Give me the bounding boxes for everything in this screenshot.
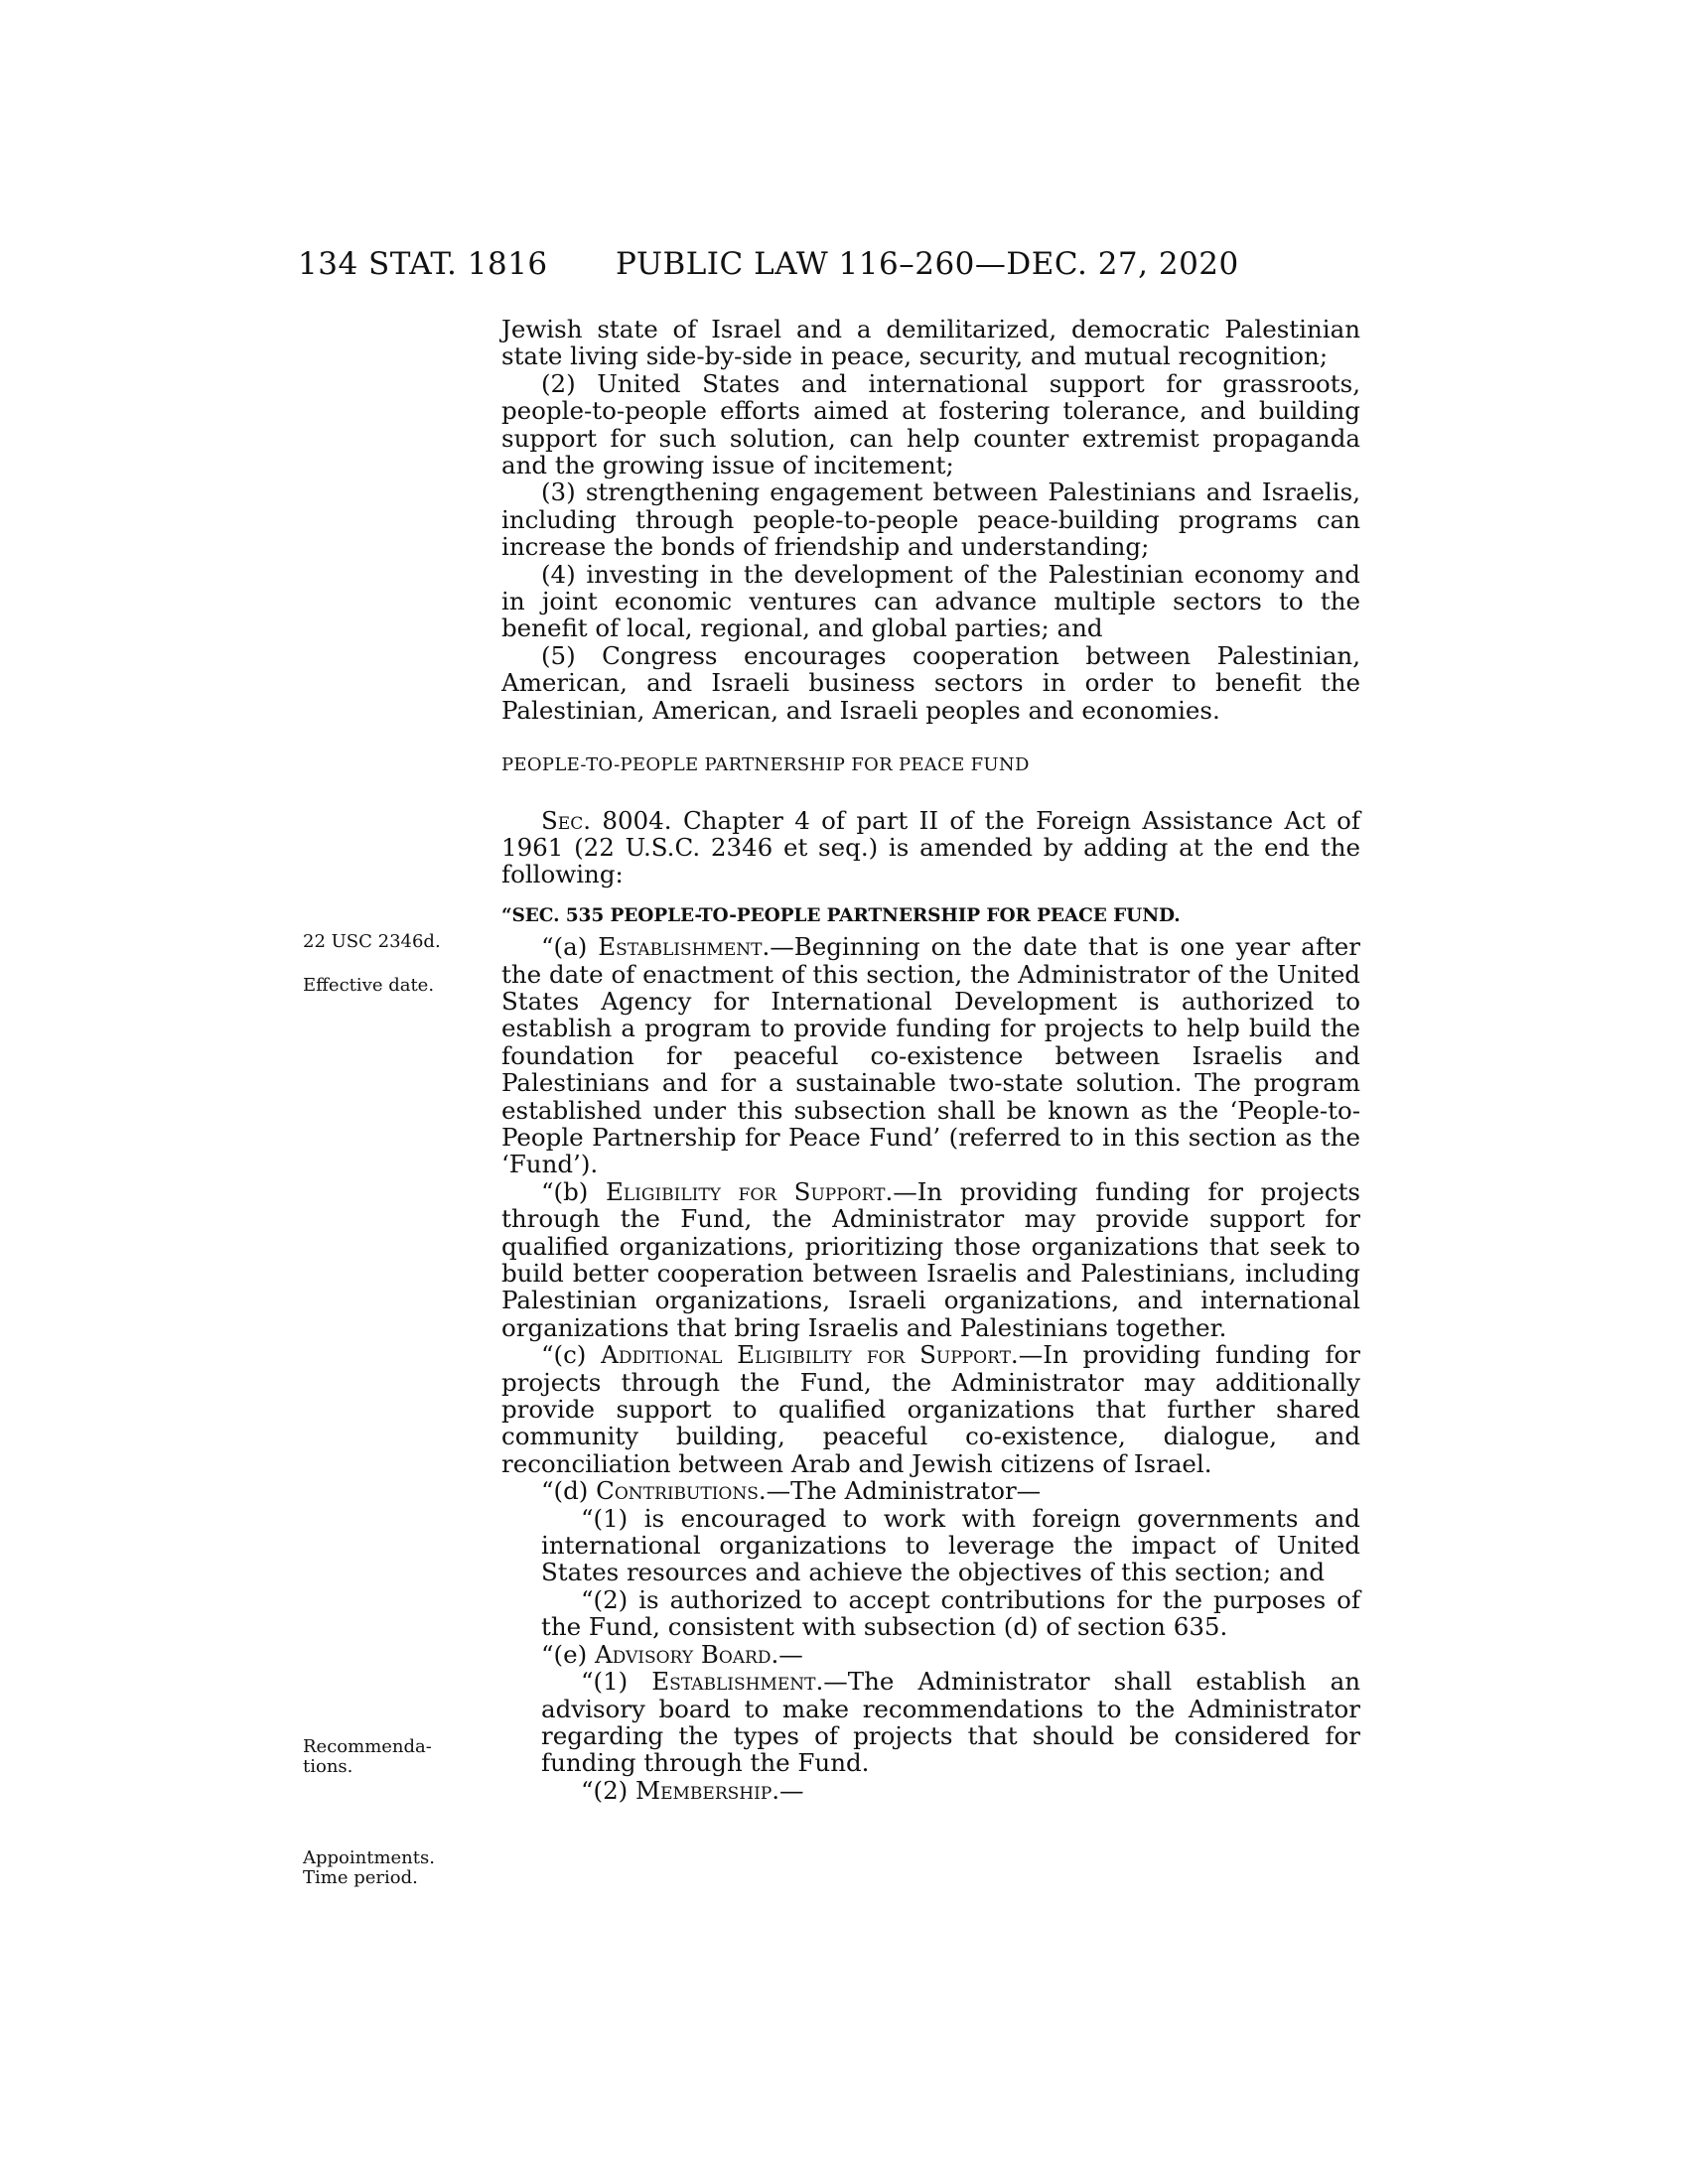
subsection-e-2-prefix: “(2) [581, 1775, 636, 1805]
subsection-e-2-text: .— [772, 1775, 804, 1805]
subsection-d [501, 1477, 1360, 1504]
document-body [501, 316, 1360, 1804]
margin-note-recommendations [303, 1737, 452, 1777]
margin-note-recommendations-line1: Recommenda- [303, 1736, 432, 1757]
subsection-c-text: .—In providing funding for projects through the Fund, the Administrator may additionally provide support to qualified organizations that further shared community building, peaceful co-existence, dialogue, and reconciliation between Arab and Jewish citizens of Israel. [501, 1340, 1360, 1478]
subsection-b-text: .—In providing funding for projects through the Fund, the Administrator may provide support for qualified organizations, prioritizing those organizations that seek to build better cooperation between Israelis and Palestinians, including Palestinian organizations, Israeli organizations, and international organizations that bring Israelis and Palestinians together. [501, 1176, 1360, 1342]
margin-note-effective-date: Effective date. [303, 975, 435, 996]
subsection-c [501, 1341, 1360, 1477]
margin-note-time-period: Time period. [303, 1867, 418, 1888]
finding-4: (4) investing in the development of the Palestinian economy and in joint economic ventures can advance multiple sectors to the benefit of local, regional, and global parties; and [501, 559, 1360, 643]
section-title: PEOPLE-TO-PEOPLE PARTNERSHIP FOR PEACE FUND [501, 754, 1030, 776]
finding-3: (3) strengthening engagement between Palestinians and Israelis, including through people-to-people peace-building programs can increase the bonds of friendship and understanding; [501, 478, 1360, 562]
subsection-d-1: “(1) is encouraged to work with foreign governments and international organizations to leverage the impact of United States resources and achieve the objectives of this section; and [541, 1503, 1360, 1587]
subsection-e-heading: Advisory Board [594, 1639, 772, 1669]
subsection-c-heading: Additional Eligibility for Support [601, 1340, 1011, 1370]
finding-5: (5) Congress encourages cooperation between Palestinian, American, and Israeli business sectors in order to benefit the Palestinian, American, and Israeli peoples and economies. [501, 640, 1360, 725]
subsection-a-text: .—Beginning on the date that is one year after the date of enactment of this section, the Administrator of the United States Agency for International Development is authorized to establish a program to provide funding for projects to help build the foundation for peaceful co-existence between Israelis and Palestinians and for a sustainable two-state solution. The program established under this subsection shall be known as the ‘People-to-People Partnership for Peace Fund’ (referred to in this section as the ‘Fund’). [501, 932, 1360, 1179]
subsection-d-prefix: “(d) [541, 1476, 597, 1506]
subsection-a-heading: Establishment [598, 932, 763, 962]
margin-note-recommendations-line2: tions. [303, 1756, 353, 1777]
subsection-d-2: “(2) is authorized to accept contributions for the purposes of the Fund, consistent with subsection (d) of section 635. [541, 1584, 1360, 1642]
subsection-e-1 [501, 1668, 1360, 1777]
margin-note-appointments [303, 1848, 452, 1888]
margin-note-appointments-line: Appointments. [303, 1847, 435, 1868]
subsection-e-text: .— [771, 1639, 803, 1669]
subsection-e-2 [501, 1777, 1360, 1804]
subsection-a [501, 933, 1360, 1178]
subsection-d-heading: Contributions [596, 1476, 759, 1506]
subsection-c-prefix: “(c) [541, 1340, 602, 1370]
sec-8004-text: Chapter 4 of part II of the Foreign Assistance Act of 1961 (22 U.S.C. 2346 et seq.) is amended by adding at the end the following: [501, 805, 1361, 889]
stat-page-number: 134 STAT. 1816 [298, 246, 548, 282]
subsection-a-prefix: “(a) [541, 932, 599, 962]
page-header [298, 246, 1514, 294]
subsection-d-text: .—The Administrator— [758, 1476, 1042, 1506]
subsection-b [501, 1178, 1360, 1341]
subsection-b-heading: Eligibility for Support [605, 1176, 886, 1206]
finding-2: (2) United States and international support for grassroots, people-to-people efforts aimed at fostering tolerance, and building support for such solution, can help counter extremist propaganda and the growing issue of incitement; [501, 368, 1360, 480]
subsection-e [501, 1641, 1360, 1668]
subsection-e-2-heading: Membership [635, 1775, 773, 1805]
intro-paragraph: Jewish state of Israel and a demilitarized, democratic Palestinian state living side-by-side in peace, security, and mutual recognition; [501, 315, 1360, 371]
subsection-e-1-prefix: “(1) [581, 1667, 652, 1697]
subsection-b-prefix: “(b) [541, 1176, 606, 1206]
sec-535-heading: “SEC. 535 PEOPLE-TO-PEOPLE PARTNERSHIP FOR PEACE FUND. [501, 904, 1181, 926]
sec-8004-paragraph [501, 807, 1360, 888]
subsection-e-prefix: “(e) [541, 1639, 595, 1669]
subsection-e-1-text: .—The Administrator shall establish an advisory board to make recommendations to the Administrator regarding the types of projects that should be considered for funding through the Fund. [541, 1667, 1360, 1778]
public-law-title: PUBLIC LAW 116–260—DEC. 27, 2020 [616, 246, 1239, 282]
sec-8004-label: Sec. 8004. [541, 805, 672, 835]
margin-note-usc: 22 USC 2346d. [303, 931, 441, 952]
subsection-e-1-heading: Establishment [651, 1667, 816, 1697]
